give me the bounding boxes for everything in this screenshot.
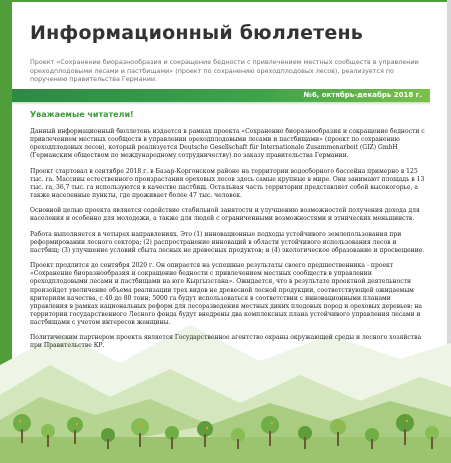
project-subtitle: Проект «Сохранение биоразнообразия и сокращение бедности с привлечением местных сообществ в управлении ореходплодовыми лесами и пастбищами» (проект по сохранению ореходплодовых лесов), реализуется по поручению правительства Германии. [30,58,419,84]
article-body [30,128,426,358]
page-title: Информационный бюллетень [30,22,363,44]
issue-band [12,89,430,102]
paragraph-start: Проект стартовал в сентябре 2018 г. в Базар-Коргонском районе на территории водосборного бассейна примерно в 125 тыс. га. Массивы естественного произрастания ореховых лесов здесь самые крупные в мире. Они занимают площадь в 13 тыс. га, 36,7 тыс. га используются в качестве пастбищ. Остальная часть территории представляет собой высокогорье, а также населенные пункты, где проживает более 47 тыс. человек. [30,167,425,200]
greeting-heading: Уважаемые читатели! [30,110,134,119]
paragraph-partner: Политическим партнером проекта является Государственное агентство охраны окружающей среды и лесного хозяйства при Правительстве КР. [30,334,422,350]
paragraph-intro: Данный информационный бюллетень издается в рамках проекта «Сохранение биоразнообразия и сокращение бедности с привлечением местных сообществ в управлении ореходплодовыми лесами и пастбищами» (проект по сохранению ореходплодовых лесов), который реализуется Deutsche Gesellschaft für Internationale Zusammenarbeit (GIZ) GmbH (Германским обществом по международному сотрудничеству) по заказу правительства Германии. [30,128,425,160]
issue-number: №6, октябрь-декабрь 2018 г. [303,91,422,99]
paragraph-goal: Основной целью проекта является содействие стабильной занятости и улучшению возможностей получения дохода для населения и особенно для молодежи, а также для людей с ограниченными возможностями и этнических меньшинств. [30,207,420,223]
top-rule [0,0,451,2]
ground [0,437,451,463]
paragraph-duration: Проект продлится до сентября 2020 г. Он опирается на успешные результаты своего предшественника - проект «Сохранение биоразнообразия и сокращение бедности с привлечением местных сообществ в управлении ореходплодовыми лесами и пастбищами на юге Кыргызстана». Ожидается, что в результате проектной деятельности произойдет увеличение объема реализации трех видов не древесной лесной продукции, соответствующей ожидаемым критериям качества, с 40 до 80 тонн; 5000 га будут использоваться в соответствии с инновационными планами управления в рамках национальных реформ для лесоразведения местных диких плодовых пород и ореховых деревьев; на территории государственного Лесного фонда будут внедрены два комплексных плана устойчивого управления лесами и пастбищами с учетом интересов женщины. [30,262,422,327]
paragraph-directions: Работа выполняется в четырех направлениях. Это (1) инновационные подходы устойчивого землепользования при реформировании лесного сектора; (2) распространение инноваций в области устойчивого использования лесов и пастбищ; (3) улучшение условий сбыта лесных не древесных продуктов; и (4) экологическое образование и просвещение. [30,230,425,254]
band-shadow [12,102,430,105]
